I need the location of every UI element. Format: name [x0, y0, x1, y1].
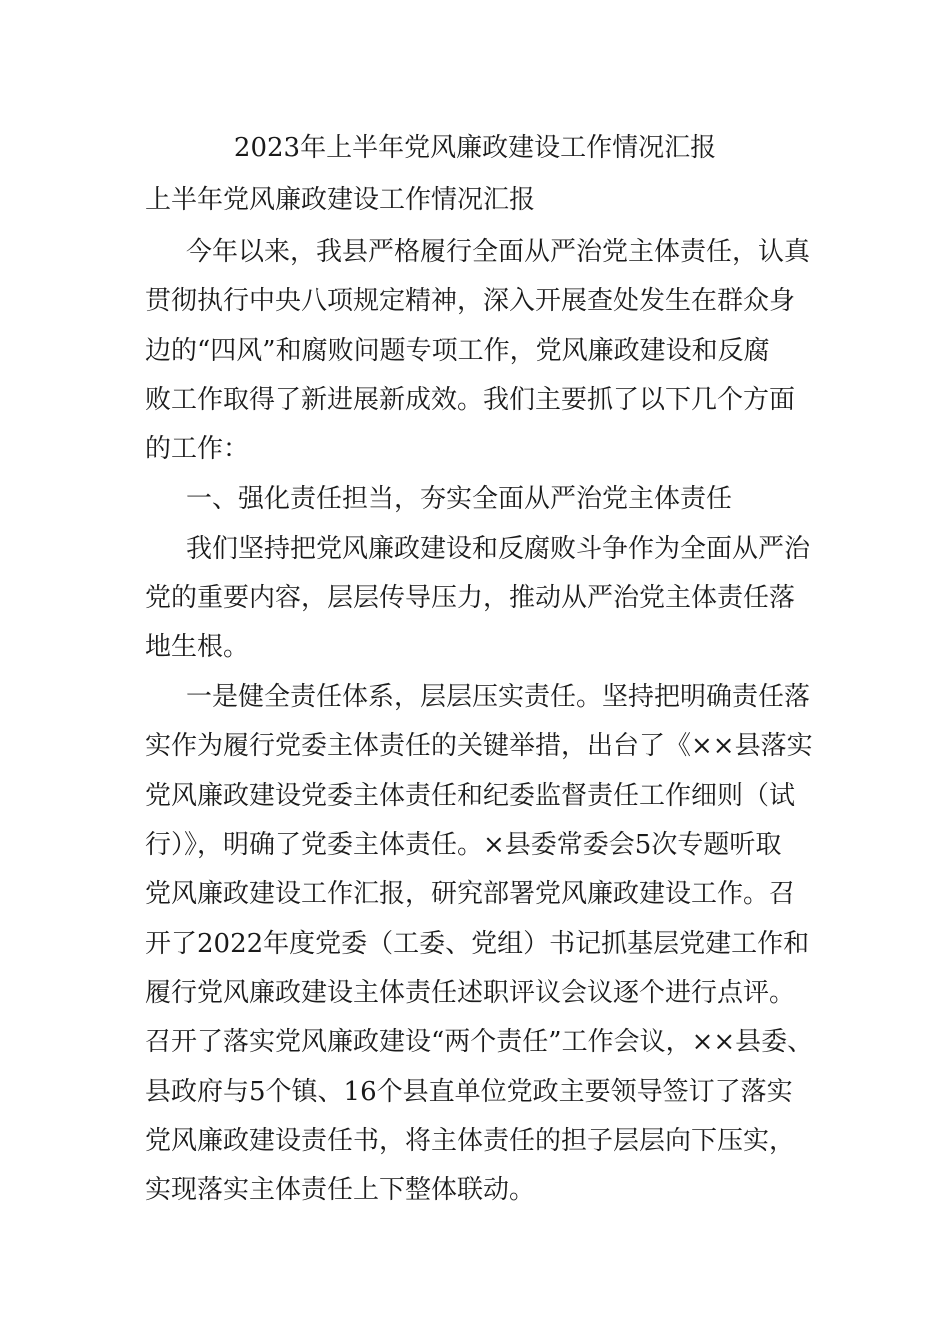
paragraph-line: 开了2022年度党委（工委、党组）书记抓基层党建工作和 — [145, 929, 810, 959]
paragraph-line: 的工作： — [145, 434, 250, 464]
paragraph-line: 党风廉政建设工作汇报，研究部署党风廉政建设工作。召 — [145, 879, 796, 909]
paragraph-line: 我们坚持把党风廉政建设和反腐败斗争作为全面从严治 — [186, 534, 811, 564]
paragraph-line: 党风廉政建设党委主体责任和纪委监督责任工作细则（试 — [145, 781, 796, 811]
paragraph-line: 败工作取得了新进展新成效。我们主要抓了以下几个方面 — [145, 385, 796, 415]
paragraph-line: 今年以来，我县严格履行全面从严治党主体责任，认真 — [186, 237, 811, 267]
document-subtitle: 上半年党风廉政建设工作情况汇报 — [145, 185, 536, 215]
paragraph-line: 履行党风廉政建设主体责任述职评议会议逐个进行点评。 — [145, 978, 796, 1008]
section-heading: 一、强化责任担当，夯实全面从严治党主体责任 — [186, 484, 733, 514]
paragraph-line: 党的重要内容，层层传导压力，推动从严治党主体责任落 — [145, 583, 796, 613]
paragraph-line: 地生根。 — [145, 632, 250, 662]
paragraph-line: 贯彻执行中央八项规定精神，深入开展查处发生在群众身 — [145, 286, 796, 316]
paragraph-line: 行）》，明确了党委主体责任。×县委常委会5次专题听取 — [145, 830, 782, 860]
paragraph-line: 县政府与5个镇、16个县直单位党政主要领导签订了落实 — [145, 1077, 793, 1107]
paragraph-line: 实现落实主体责任上下整体联动。 — [145, 1175, 536, 1205]
paragraph-line: 边的“四风”和腐败问题专项工作，党风廉政建设和反腐 — [145, 336, 770, 366]
paragraph-line: 实作为履行党委主体责任的关键举措，出台了《××县落实 — [145, 731, 813, 761]
paragraph-line: 党风廉政建设责任书，将主体责任的担子层层向下压实， — [145, 1126, 796, 1156]
paragraph-line: 一是健全责任体系，层层压实责任。坚持把明确责任落 — [186, 682, 811, 712]
paragraph-line: 召开了落实党风廉政建设“两个责任”工作会议，××县委、 — [145, 1027, 814, 1057]
document-title: 2023年上半年党风廉政建设工作情况汇报 — [233, 133, 717, 163]
